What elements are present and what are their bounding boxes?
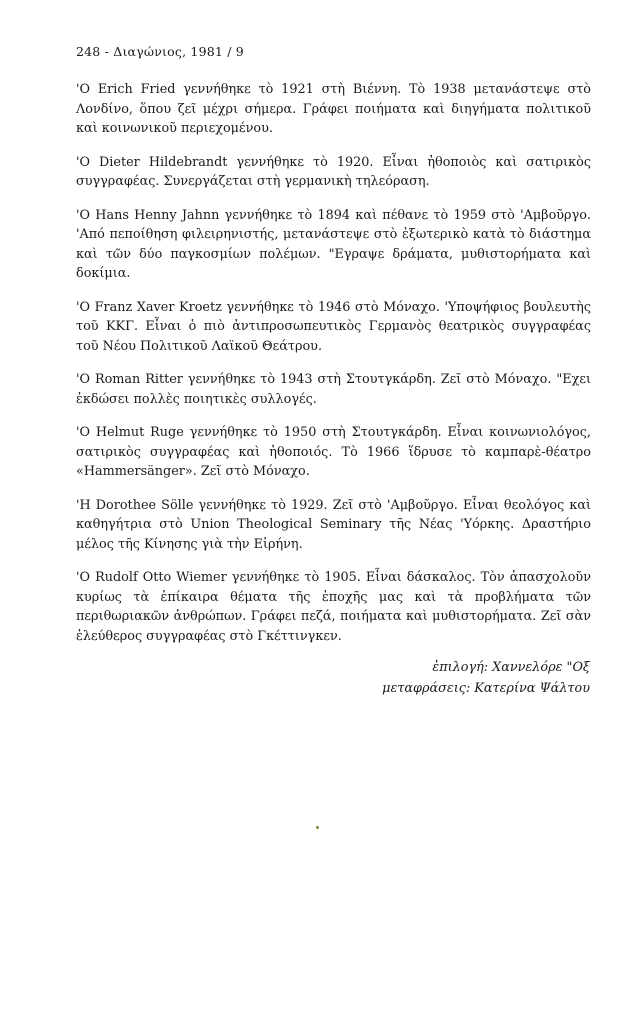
translation-label: μεταφράσεις: (382, 681, 471, 696)
bio-erich-fried: 'Ο Erich Fried γεννήθηκε τὸ 1921 στὴ Βιέννη. Τὸ 1938 μετανάστεψε στὸ Λονδίνο, ὅπου ζεῖ μέχρι σήμερα. Γράφει ποιήματα καὶ διηγήματα πολιτικοῦ καὶ κοινωνικοῦ περιεχομένου. (76, 82, 591, 136)
bio-franz-xaver-kroetz: 'Ο Franz Xaver Kroetz γεννήθηκε τὸ 1946 στὸ Μόναχο. 'Υποψήφιος βουλευτὴς τοῦ ΚΚΓ. Εἶναι ὁ πιὸ ἀντιπροσωπευτικὸς Γερμανὸς θεατρικὸς συγγραφέας τοῦ Νέου Πολιτικοῦ Λαϊκοῦ Θεάτρου. (76, 299, 591, 354)
credits (382, 657, 590, 699)
translation-credit (382, 678, 590, 699)
running-head: 248 - Διαγώνιος, 1981 / 9 (76, 44, 244, 59)
selection-credit (382, 657, 590, 678)
bio-dieter-hildebrandt: 'Ο Dieter Hildebrandt γεννήθηκε τὸ 1920. Εἶναι ἠθοποιὸς καὶ σατιρικὸς συγγραφέας. Συνεργάζεται στὴ γερμανικὴ τηλεόραση. (76, 154, 591, 189)
bio-helmut-ruge: 'Ο Helmut Ruge γεννήθηκε τὸ 1950 στὴ Στουτγκάρδη. Εἶναι κοινωνιολόγος, σατιρικὸς συγγραφέας καὶ ἠθοποιός. Τὸ 1966 ἵδρυσε τὸ καμπαρὲ-θέατρο «Hammersänger». Ζεῖ στὸ Μόναχο. (76, 425, 591, 479)
bio-rudolf-otto-wiemer: 'Ο Rudolf Otto Wiemer γεννήθηκε τὸ 1905. Εἶναι δάσκαλος. Τὸν ἀπασχολοῦν κυρίως τὰ ἐπίκαιρα θέματα τῆς ἐποχῆς μας καὶ τὰ προβλήματα τῶν περιθωριακῶν ἀνθρώπων. Γράφει πεζά, ποιήματα καὶ μυθιστορήματα. Ζεῖ σὰν ἐλεύθερος συγγραφέας στὸ Γκέττινγκεν. (76, 570, 591, 644)
biographies (76, 80, 591, 660)
bio-hans-henny-jahnn: 'Ο Hans Henny Jahnn γεννήθηκε τὸ 1894 καὶ πέθανε τὸ 1959 στὸ 'Αμβοῦργο. 'Από πεποίθηση φιλειρηνιστής, μετανάστεψε στὸ ἐξωτερικὸ κατὰ τὸ διάστημα καὶ τῶν δύο παγκοσμίων πολέμων. "Εγραψε δράματα, μυθιστορήματα καὶ δοκίμια. (76, 207, 591, 281)
bio-roman-ritter: 'Ο Roman Ritter γεννήθηκε τὸ 1943 στὴ Στουτγκάρδη. Ζεῖ στὸ Μόναχο. "Εχει ἐκδώσει πολλὲς ποιητικὲς συλλογές. (76, 372, 591, 407)
bio-dorothee-solle: 'Η Dorothee Sölle γεννήθηκε τὸ 1929. Ζεῖ στὸ 'Αμβοῦργο. Εἶναι θεολόγος καὶ καθηγήτρια στὸ Union Theological Seminary τῆς Νέας 'Υόρκης. Δραστήριο μέλος τῆς Κίνησης γιὰ τὴν Εἰρήνη. (76, 497, 591, 552)
ink-speck (316, 826, 319, 829)
translation-name: Κατερίνα Ψάλτου (474, 681, 590, 696)
selection-name: Χαννελόρε "Οξ (492, 660, 590, 675)
selection-label: ἐπιλογή: (432, 660, 489, 675)
